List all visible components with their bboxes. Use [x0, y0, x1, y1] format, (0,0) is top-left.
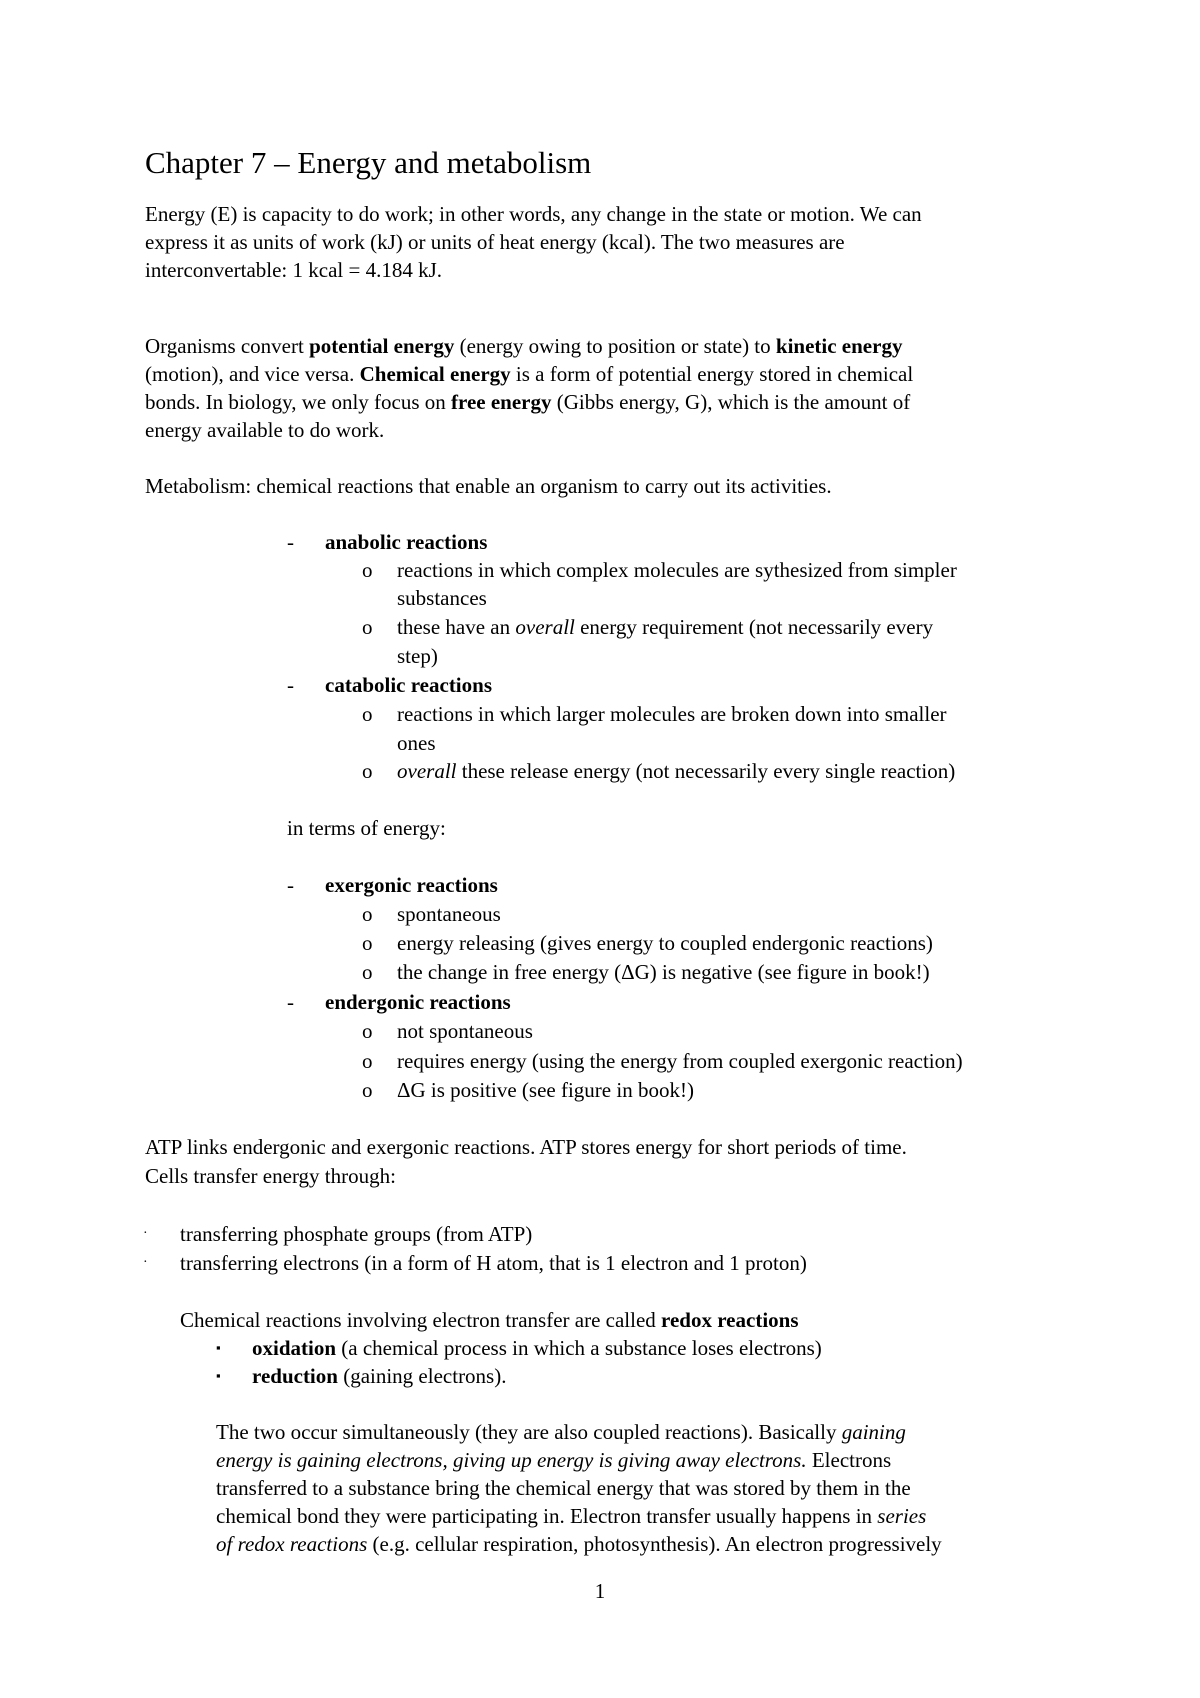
list-dash: -: [287, 673, 294, 697]
list-item: reactions in which larger molecules are broken down into smaller: [397, 702, 947, 726]
list-item: transferring phosphate groups (from ATP): [180, 1222, 533, 1246]
text-line: ATP links endergonic and exergonic reactions. ATP stores energy for short periods of time.: [145, 1135, 907, 1159]
list-bullet: o: [362, 902, 373, 926]
text-line: of redox reactions (e.g. cellular respiration, photosynthesis). An electron progressively: [216, 1532, 942, 1556]
text-line: Energy (E) is capacity to do work; in other words, any change in the state or motion. We can: [145, 202, 922, 226]
list-item: ΔG is positive (see figure in book!): [397, 1078, 694, 1102]
list-item: energy releasing (gives energy to coupled endergonic reactions): [397, 931, 933, 955]
list-square: ▪: [216, 1368, 221, 1383]
text-line: interconvertable: 1 kcal = 4.184 kJ.: [145, 258, 443, 282]
list-square: ▪: [216, 1340, 221, 1355]
list-dot: ·: [143, 1226, 148, 1241]
list-item: spontaneous: [397, 902, 501, 926]
list-dash: -: [287, 530, 294, 554]
list-item: the change in free energy (ΔG) is negative (see figure in book!): [397, 960, 930, 984]
text-line: Cells transfer energy through:: [145, 1164, 396, 1188]
text-line: energy available to do work.: [145, 418, 385, 442]
list-item: ones: [397, 731, 436, 755]
anabolic-label: anabolic reactions: [325, 530, 488, 554]
list-item: requires energy (using the energy from coupled exergonic reaction): [397, 1049, 963, 1073]
list-bullet: o: [362, 1078, 373, 1102]
list-dash: -: [287, 873, 294, 897]
redox-intro: Chemical reactions involving electron transfer are called redox reactions: [180, 1308, 799, 1332]
chapter-title: Chapter 7 – Energy and metabolism: [145, 145, 592, 180]
list-item: step): [397, 644, 438, 668]
list-bullet: o: [362, 960, 373, 984]
text-line: transferred to a substance bring the chemical energy that was stored by them in the: [216, 1476, 911, 1500]
text-line: The two occur simultaneously (they are also coupled reactions). Basically gaining: [216, 1420, 906, 1444]
oxidation-item: oxidation (a chemical process in which a substance loses electrons): [252, 1336, 822, 1360]
list-bullet: o: [362, 931, 373, 955]
metabolism-definition: Metabolism: chemical reactions that enable an organism to carry out its activities.: [145, 474, 832, 498]
list-bullet: o: [362, 702, 373, 726]
list-item: not spontaneous: [397, 1019, 533, 1043]
list-dot: ·: [143, 1255, 148, 1270]
text-line: energy is gaining electrons, giving up energy is giving away electrons. Electrons: [216, 1448, 892, 1472]
list-bullet: o: [362, 558, 373, 582]
text-line: bonds. In biology, we only focus on free energy (Gibbs energy, G), which is the amount of: [145, 390, 911, 414]
exergonic-label: exergonic reactions: [325, 873, 498, 897]
list-bullet: o: [362, 759, 373, 783]
text-line: Organisms convert potential energy (energy owing to position or state) to kinetic energy: [145, 334, 903, 358]
list-item: overall these release energy (not necessarily every single reaction): [397, 759, 956, 783]
list-bullet: o: [362, 1019, 373, 1043]
list-item: transferring electrons (in a form of H atom, that is 1 electron and 1 proton): [180, 1251, 807, 1275]
catabolic-label: catabolic reactions: [325, 673, 492, 697]
text-line: express it as units of work (kJ) or units of heat energy (kcal). The two measures are: [145, 230, 845, 254]
list-bullet: o: [362, 615, 373, 639]
text-line: (motion), and vice versa. Chemical energy is a form of potential energy stored in chemical: [145, 362, 914, 386]
text-line: chemical bond they were participating in. Electron transfer usually happens in series: [216, 1504, 927, 1528]
list-item: reactions in which complex molecules are sythesized from simpler: [397, 558, 957, 582]
page-number: 1: [594, 1579, 606, 1603]
energy-terms-heading: in terms of energy:: [287, 816, 446, 840]
list-dash: -: [287, 990, 294, 1014]
reduction-item: reduction (gaining electrons).: [252, 1364, 507, 1388]
endergonic-label: endergonic reactions: [325, 990, 511, 1014]
list-item: substances: [397, 586, 487, 610]
list-item: these have an overall energy requirement (not necessarily every: [397, 615, 934, 639]
list-bullet: o: [362, 1049, 373, 1073]
